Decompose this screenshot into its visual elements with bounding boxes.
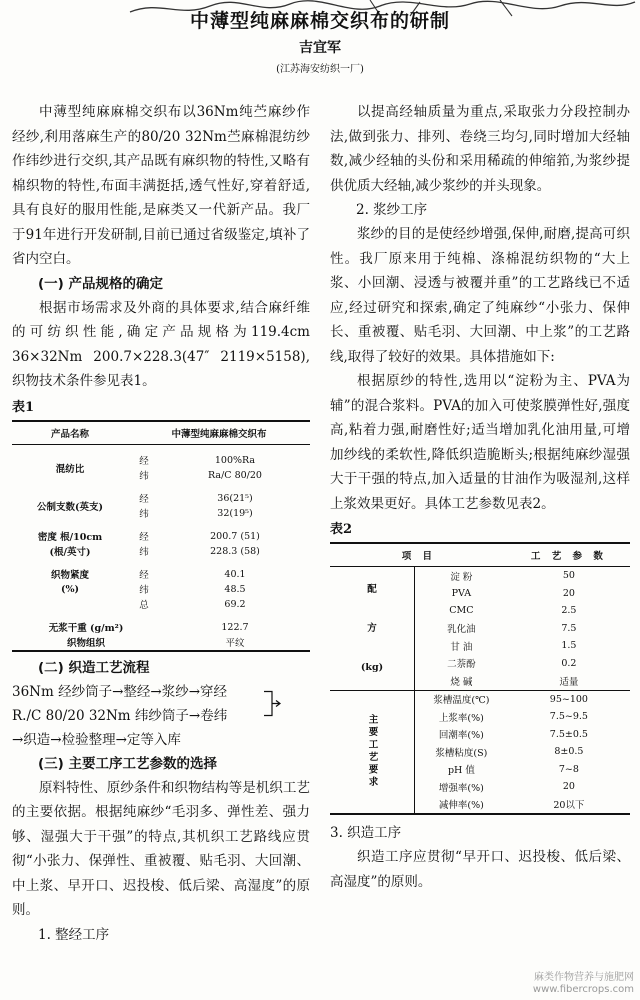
blend-warp-value: 100%Ra — [214, 454, 256, 466]
table-2-header-param: 工 艺 参 数 — [508, 543, 630, 567]
table-1 — [12, 420, 310, 652]
weight-label: 无浆干重 (g/m²) — [48, 623, 124, 634]
count-label: 公制支数(英支) — [37, 501, 103, 513]
table-1-header-name: 产品名称 — [12, 421, 128, 445]
recipe-name: 淀 粉 — [450, 571, 473, 583]
table-1-header-product: 中薄型纯麻麻棉交织布 — [128, 421, 310, 445]
recipe-value: 20 — [562, 587, 575, 599]
process-value: 7~8 — [558, 763, 579, 775]
table-2-header-item: 项 目 — [330, 543, 508, 567]
intro-paragraph: 中薄型纯麻麻棉交织布以36Nm纯苎麻纱作经纱,利用落麻生产的80/20 32Nm苎麻棉混纺纱作纬纱进行交织,其产品既有麻织物的特性,又略有棉织物的特性,布面丰满挺括,透气性好,穿着舒适,具有良好的服用性能,是麻类又一代新产品。我厂于91年进行开发研制,目前已通过省级鉴定,填补了省内空白。 — [12, 104, 310, 267]
recipe-value: 适量 — [559, 676, 579, 688]
process-name: 回潮率(%) — [438, 730, 484, 742]
process-value: 7.5±0.5 — [549, 728, 588, 740]
weight-value: 122.7 — [221, 621, 249, 633]
left-column — [12, 100, 310, 947]
recipe-group-char-2: 方 — [367, 622, 377, 634]
table-2 — [330, 542, 630, 815]
site-watermark — [533, 972, 634, 996]
warp-label: 经 — [139, 494, 149, 505]
author-affiliation: (江苏海安纺织一厂) — [276, 64, 364, 75]
recipe-name: CMC — [449, 605, 474, 617]
subsection-1-heading: 1. 整经工序 — [38, 926, 110, 943]
recipe-value: 50 — [562, 570, 575, 582]
process-value: 8±0.5 — [554, 746, 584, 758]
recipe-group-unit: (kg) — [360, 661, 384, 673]
process-value: 20以下 — [553, 800, 585, 812]
process-value: 20 — [562, 781, 575, 793]
blend-weft-value: Ra/C 80/20 — [208, 469, 262, 481]
weave-value: 平纹 — [225, 638, 245, 649]
subsection-2-heading: 2. 浆纱工序 — [356, 202, 428, 218]
flow-line-3: →织造→检验整理→定等入库 — [12, 731, 181, 748]
process-value: 7.5~9.5 — [549, 711, 588, 723]
tightness-weft-value: 48.5 — [224, 583, 246, 595]
process-name: 浆槽粘度(S) — [435, 747, 488, 759]
weft-label: 纬 — [139, 471, 149, 482]
blend-label: 混纺比 — [55, 463, 85, 475]
weft-label: 纬 — [139, 585, 149, 596]
warp-label: 经 — [139, 570, 149, 581]
author-name: 吉宜军 — [299, 40, 341, 56]
process-name: 增强率(%) — [438, 782, 484, 794]
process-group-label — [330, 690, 415, 814]
density-weft-value: 228.3 (58) — [210, 545, 260, 557]
warp-label: 经 — [139, 456, 149, 467]
section-1-paragraph: 根据市场需求及外商的具体要求,结合麻纤维的可纺织性能,确定产品规格为119.4cm 36×32Nm 200.7×228.3(47″ 2119×5158),织物技术条件参见表1。 — [12, 299, 310, 389]
recipe-name: 甘 油 — [450, 641, 473, 653]
warp-label: 经 — [139, 532, 149, 543]
flow-line-1: 36Nm 经纱筒子→整经→浆纱→穿经 — [12, 683, 228, 700]
warping-paragraph: 以提高经轴质量为重点,采取张力分段控制办法,做到张力、排列、卷绕三均匀,同时增加大经轴数,减少经轴的头份和采用稀疏的伸缩筘,为浆纱提供优质大经轴,减少浆纱的并头现象。 — [330, 104, 630, 194]
recipe-name: 烧 碱 — [450, 676, 473, 688]
section-1-heading: (一) 产品规格的确定 — [38, 275, 164, 292]
count-weft-value: 32(19⁵) — [217, 507, 253, 519]
process-name: 浆槽温度(℃) — [415, 690, 508, 708]
recipe-value: 0.2 — [561, 657, 577, 669]
subsection-3-heading: 3. 织造工序 — [330, 825, 402, 841]
process-name: 上浆率(%) — [438, 712, 484, 724]
density-label: 密度 根/10cm — [37, 532, 103, 543]
density-label-inch: (根/英寸) — [49, 547, 91, 558]
process-name: 减伸率(%) — [438, 800, 484, 812]
watermark-line-1: 麻类作物营养与施肥网 — [534, 972, 634, 983]
recipe-value: 2.5 — [561, 605, 577, 617]
right-column — [330, 100, 630, 894]
sizing-paragraph: 浆纱的目的是使经纱增强,保伸,耐磨,提高可织性。我厂原来用于纯棉、涤棉混纺织物的“大上浆、小回潮、浸透与被覆并重”的工艺路线已不适应,经过研究和探索,确定了纯麻纱“小张力、保伸长、重被覆、贴毛羽、大回潮、中上浆”的工艺路线,取得了较好的效果。具体措施如下: — [330, 226, 630, 365]
process-group-text: 主要工艺要求 — [366, 714, 378, 790]
recipe-group-label — [330, 567, 415, 691]
tightness-total-value: 69.2 — [224, 598, 246, 610]
recipe-name: PVA — [451, 587, 472, 599]
tightness-label: 织物紧度 — [50, 570, 89, 581]
recipe-group-char-1: 配 — [367, 583, 377, 595]
recipe-value: 7.5 — [561, 622, 577, 634]
recipe-name: 乳化油 — [447, 624, 476, 636]
sizing-recipe-paragraph: 根据原纱的特性,选用以“淀粉为主、PVA为辅”的混合浆料。PVA的加入可使浆膜弹性好,强度高,粘着力强,耐磨性好;适当增加乳化油用量,可增加纱线的柔软性,降低织造脆断头;根据纯麻纱湿强大于干强的特点,加入适量的甘油作为吸湿剂,这样上浆效果更好。具体工艺参数见表2。 — [330, 373, 630, 512]
article-title: 中薄型纯麻麻棉交织布的研制 — [189, 10, 450, 32]
process-name: pH 值 — [447, 765, 475, 777]
weaving-paragraph: 织造工序应贯彻“早开口、迟投梭、低后梁、高湿度”的原则。 — [330, 849, 630, 890]
recipe-name: 二萘酚 — [447, 659, 476, 671]
weft-label: 纬 — [139, 509, 149, 520]
tightness-unit: (%) — [60, 583, 80, 595]
recipe-value: 1.5 — [561, 640, 577, 652]
watermark-line-2: www.fibercrops.com — [532, 984, 634, 995]
section-3-paragraph: 原料特性、原纱条件和织物结构等是机织工艺的主要依据。根据纯麻纱“毛羽多、弹性差、强力够、湿强大于干强”的特点,其机织工艺路线应贯彻“小张力、保弹性、重被覆、贴毛羽、大回潮、中上浆、早开口、迟投梭、低后梁、高湿度”的原则。 — [12, 779, 310, 918]
flow-line-2: R./C 80/20 32Nm 纬纱筒子→卷纬 — [12, 707, 228, 724]
section-3-heading: (三) 主要工序工艺参数的选择 — [38, 755, 218, 772]
weft-label: 纬 — [139, 547, 149, 558]
process-value: 95~100 — [508, 690, 630, 708]
density-warp-value: 200.7 (51) — [210, 530, 260, 542]
count-warp-value: 36(21⁵) — [217, 492, 253, 504]
weave-label: 织物组织 — [66, 638, 105, 649]
total-label: 总 — [139, 600, 149, 611]
table-1-label: 表1 — [12, 399, 35, 415]
section-2-heading: (二) 织造工艺流程 — [38, 659, 150, 676]
table-2-label: 表2 — [330, 522, 353, 537]
tightness-warp-value: 40.1 — [224, 568, 246, 580]
